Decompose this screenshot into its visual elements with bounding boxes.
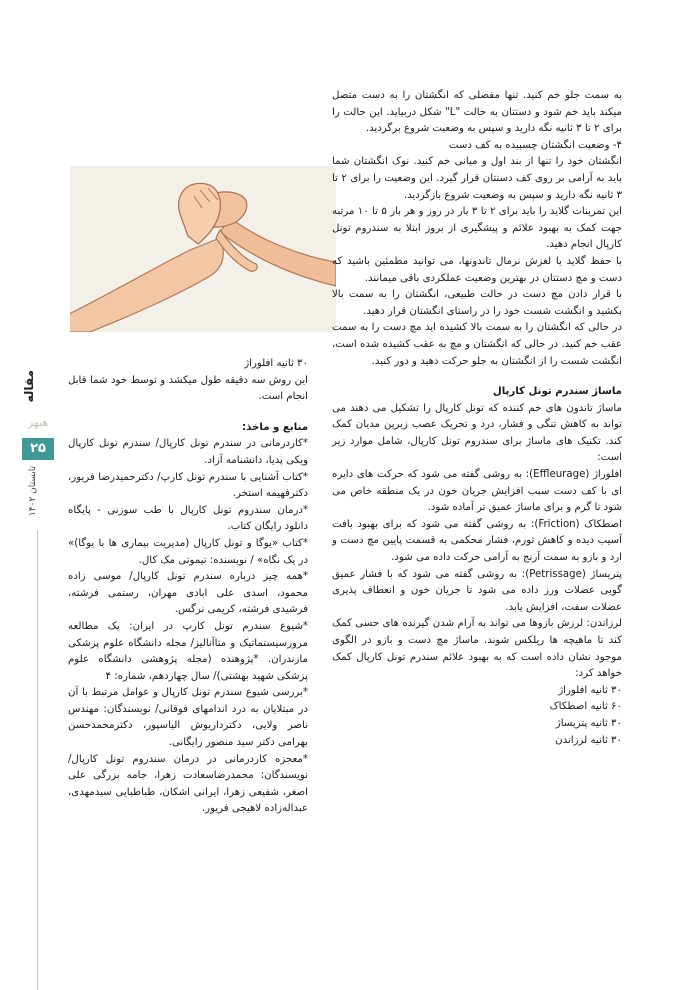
left-column	[68, 356, 308, 818]
paragraph: انگشتان خود را تنها از بند اول و میانی خم کنید. نوک انگشتان شما باید به آرامی بر روی کف دستتان قرار گیرد. این وضعیت را برای ۲ تا ۳ ثانیه نگه دارید و سپس به وضعیت شروع بازگردید.	[332, 156, 622, 201]
source-item: *کاردرمانی در سندرم تونل کارپال/ سندرم تونل کارپال ویکی پدیا، دانشنامه آزاد.	[68, 438, 308, 466]
massage-heading: ماساژ سندرم تونل کارپال	[492, 386, 622, 398]
list-item: ۳۰ ثانیه افلوراژ	[244, 358, 308, 369]
paragraph: به سمت جلو خم کنید. تنها مفصلی که انگشتان را به دست متصل میکند باید خم شود و دستتان به حالت "L" شکل دربیاید. این حالت را برای ۲ تا ۳ ثانیه نگه دارید و سپس به وضعیت شروع برگردید.	[332, 90, 622, 135]
magazine-logo: هیهر	[27, 416, 49, 429]
page-sidebar	[18, 360, 58, 720]
source-item: *کتاب «یوگا و تونل کارپال (مدیریت بیماری ها با یوگا)» در یک نگاه» / نویسنده: تیموتی مک کال.	[68, 537, 308, 566]
list-item: ۳۰ ثانیه لرزاندن	[555, 734, 622, 746]
page-number: ۲۵	[22, 438, 54, 460]
step-4-heading: ۴- وضعیت انگشتان چسبیده به کف دست	[448, 139, 622, 151]
paragraph: این تمرینات گلاید را باید برای ۲ تا ۳ بار در روز و هر بار ۵ تا ۱۰ مرتبه جهت کمک به بهبود علائم و پیشگیری از بروز ابتلا به سندروم تونل کارپال انجام دهید.	[332, 206, 623, 251]
source-item: *درمان سندروم تونل کارپال با طب سوزنی - پایگاه دانلود رایگان کتاب.	[68, 504, 308, 533]
hand-stretch-image	[70, 166, 336, 332]
paragraph: افلوراژ (Effleurage): به روشی گفته می شود که حرکت های دایره ای با کف دست سبب افزایش جریان خون در یک منطقه خاص می شود تا گرم و برای ماساژ عمیق تر آماده شود.	[332, 469, 623, 514]
paragraph: لرزاندن: لرزش بازوها می تواند به آرام شدن گیرنده های حسی کمک کند تا ماهیچه ها ریلکس شوند. ماساژ مچ دست و بازو در الگوی موجود نشان داده است که به بهبود علائم سندرم تونل کارپال کمک خواهد کرد:	[332, 618, 622, 680]
source-item: *معجزه کاردرمانی در درمان سندروم تونل کارپال/ نویسندگان: محمدرضاسعادت زهرا، جامه بزرگی علی اصغر، شفیعی زهرا، ایرانی اشکان، طباطبایی سیدمهدی، عبداله‌زاده لاهیجی فریور.	[68, 753, 308, 815]
list-item: ۳۰ ثانیه پتریساژ	[555, 717, 622, 729]
sidebar-divider	[37, 530, 38, 990]
source-item: *بررسی شیوع سندرم تونل کارپال و عوامل مرتبط با آن در مبتلایان به درد اندامهای فوقانی/ نویسندگان: مهندس ناصر ولایی، دکترداریوش الیاسپور، دکترمحمدحسن بهرامی دکتر سید منصور رایگانی.	[68, 687, 308, 749]
source-item: *همه چیز درباره سندرم تونل کارپال/ موسی زاده محمود، اسدی علی ابادی مهران، رستمی فرشته، فرشیدی فرشته، کریمی نرگس.	[68, 571, 308, 616]
list-item: ۳۰ ثانیه افلوراژ	[558, 684, 622, 696]
right-column	[332, 88, 622, 749]
section-label: مقاله	[22, 370, 36, 403]
source-item: *کتاب آشنایی با سندرم تونل کارپ/ دکترحمیدرضا فریور، دکترفهیمه استخر.	[68, 471, 308, 500]
sources-heading: منابع و ماخذ:	[242, 421, 308, 433]
paragraph: اصطکاک (Friction): به روشی گفته می شود که برای بهبود بافت آسیب دیده و کاهش تورم، فشار محکمی به قسمت پایین مچ دست و ارد و بازو به سمت آرنج به آرامی حرکت داده می شود.	[332, 518, 622, 564]
paragraph: با قرار دادن مچ دست در حالت طبیعی، انگشتان را به سمت بالا بکشید و انگشت شست خود را در راستای انگشتان قرار دهید.	[332, 289, 622, 317]
paragraph: ماساژ تاندون های خم کننده که تونل کارپال را تشکیل می دهند می تواند به کاهش تنگی و فشار، درد و تحریک عصب زیرین مدیان کمک کند. تکنیک های ماساژ برای سندروم تونل کارپال، شامل موارد زیر است:	[332, 402, 622, 464]
source-item: *شیوع سندرم تونل کارپ در ایران: یک مطالعه مرورسیستماتیک و متاآنالیز/ مجله دانشگاه علوم پزشکی مازندران. *پژوهنده (مجله پژوهشی دانشگاه علوم پزشکی شهید بهشتی)/ سال چهاردهم، شماره: ۴	[68, 620, 308, 682]
paragraph: پتریساژ (Petrissage): به روشی گفته می شود که با فشار عمیق گویی عضلات ورز داده می شود تا جریان خون و انعطاف پذیری عضلات سفت، افزایش یابد.	[332, 568, 622, 613]
paragraph: با حفظ گلاید یا لغزش نرمال تاندونها، می توانید مطمئین باشید که دست و مچ دستتان در بهترین وضعیت عملکردی باقی میمانند.	[332, 255, 622, 284]
paragraph: این روش سه دقیقه طول میکشد و توسط خود شما قابل انجام است.	[68, 374, 308, 403]
hand-stretch-illustration	[70, 166, 336, 332]
issue-date: تابستان ۱۴۰۲	[28, 466, 38, 517]
list-item: ۶۰ ثانیه اصطکاک	[549, 701, 622, 713]
paragraph: در حالی که انگشتان را به سمت بالا کشیده اید مچ دست را به سمت عقب خم کنید. در حالی که انگشتان و مچ به عقب کشیده شده است، انگشت شست را از انگشتان به جلو حرکت دهید و دور کنید.	[332, 322, 622, 367]
